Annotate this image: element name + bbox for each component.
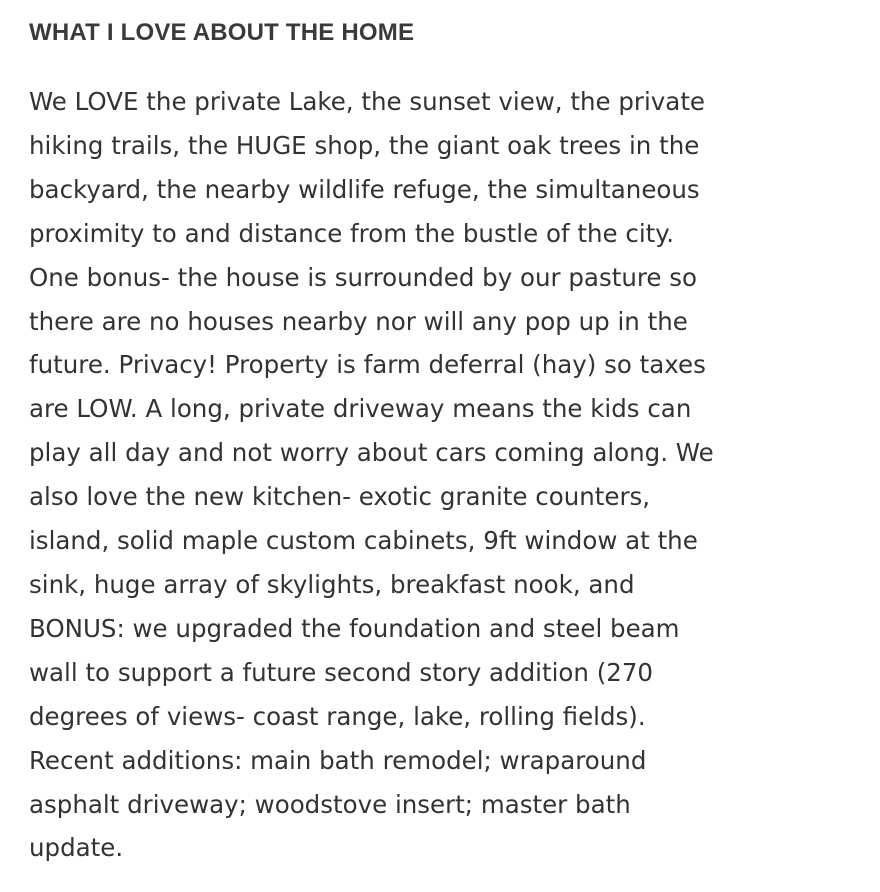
- body-line: future. Privacy! Property is farm deferral (hay) so taxes: [29, 350, 706, 380]
- home-description-section: [29, 0, 859, 870]
- section-body-text: [29, 80, 859, 870]
- body-line: also love the new kitchen- exotic granite counters,: [29, 482, 651, 512]
- body-line: hiking trails, the HUGE shop, the giant oak trees in the: [29, 130, 700, 160]
- body-line: there are no houses nearby nor will any pop up in the: [29, 306, 688, 336]
- body-line: are LOW. A long, private driveway means the kids can: [29, 394, 692, 424]
- body-line: island, solid maple custom cabinets, 9ft window at the: [29, 526, 698, 556]
- body-line: update.: [29, 833, 124, 863]
- body-line: asphalt driveway; woodstove insert; master bath: [29, 789, 631, 819]
- body-line: wall to support a future second story addition (270: [29, 657, 654, 687]
- body-line: One bonus- the house is surrounded by our pasture so: [29, 262, 697, 292]
- body-line: We LOVE the private Lake, the sunset view, the private: [29, 87, 705, 116]
- body-line: play all day and not worry about cars coming along. We: [29, 438, 714, 468]
- body-line: Recent additions: main bath remodel; wraparound: [29, 745, 647, 775]
- section-heading: WHAT I LOVE ABOUT THE HOME: [29, 19, 415, 46]
- body-line: sink, huge array of skylights, breakfast nook, and: [29, 569, 635, 599]
- body-line: proximity to and distance from the bustle of the city.: [29, 218, 675, 248]
- body-line: backyard, the nearby wildlife refuge, the simultaneous: [29, 174, 700, 204]
- body-line: BONUS: we upgraded the foundation and steel beam: [29, 613, 680, 643]
- body-line: degrees of views- coast range, lake, rolling fields).: [29, 701, 646, 731]
